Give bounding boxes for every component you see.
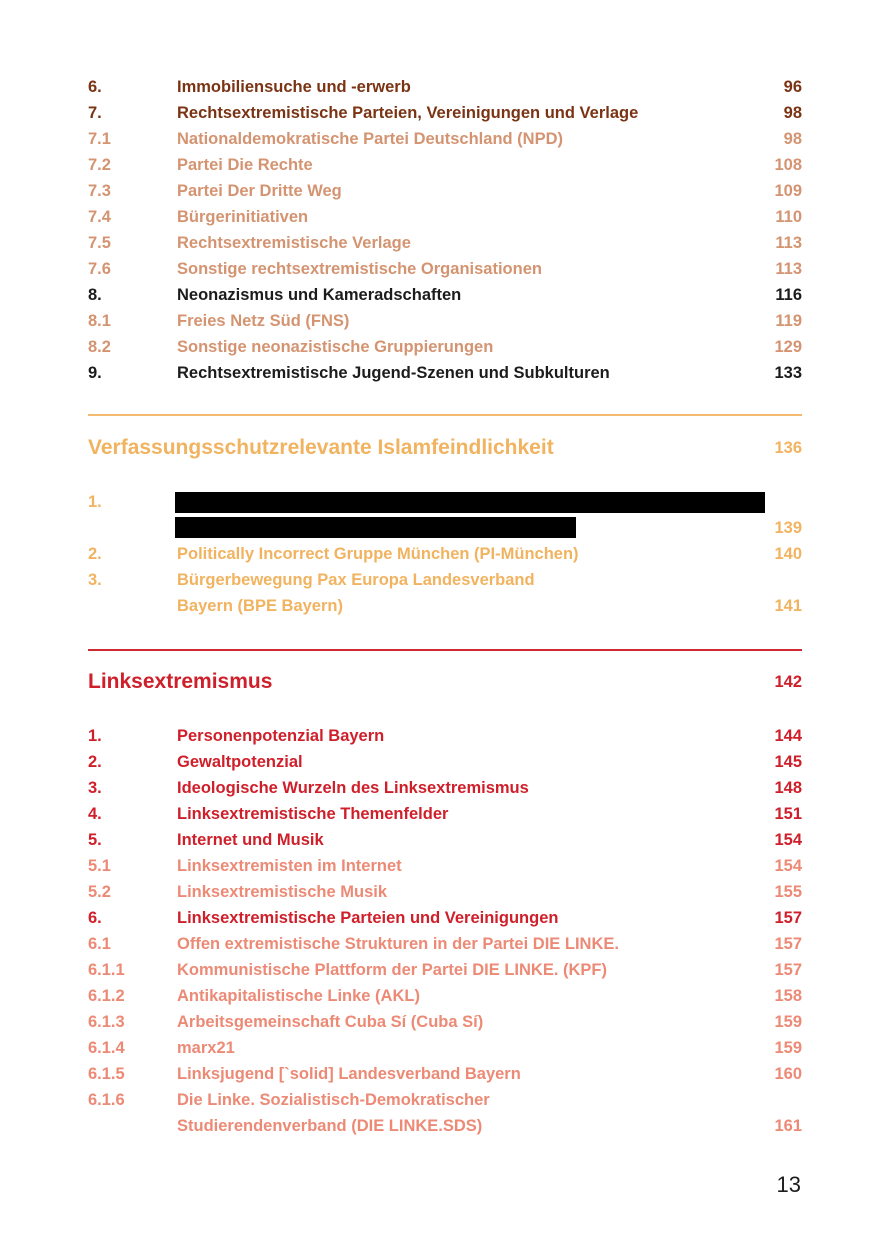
toc-number: 6.: [88, 909, 102, 927]
toc-page: 140: [774, 545, 802, 563]
toc-number: 8.: [88, 286, 102, 304]
toc-number: 6.1.6: [88, 1091, 125, 1109]
toc-number: 1.: [88, 727, 102, 745]
toc-page: 113: [775, 234, 802, 252]
toc-title: Politically Incorrect Gruppe München (PI-München): [177, 545, 579, 563]
toc-number: 7.5: [88, 234, 111, 252]
toc-title: Sonstige rechtsextremistische Organisationen: [177, 260, 542, 278]
toc-page: 158: [774, 987, 802, 1005]
toc-number: 9.: [88, 364, 102, 382]
toc-title: Bürgerinitiativen: [177, 208, 309, 226]
toc-number: 6.: [88, 78, 102, 96]
toc-number: 6.1.5: [88, 1065, 125, 1083]
toc-page: 110: [775, 208, 802, 226]
toc-page: 98: [783, 104, 802, 122]
toc-page: 141: [774, 597, 802, 615]
toc-page: 119: [775, 312, 802, 330]
toc-page: 109: [774, 182, 802, 200]
toc-page: 144: [774, 727, 802, 745]
toc-number: 4.: [88, 805, 102, 823]
toc-number: 2.: [88, 545, 102, 563]
redaction-bar: [175, 517, 576, 538]
toc-number: 8.2: [88, 338, 111, 356]
toc-page: 116: [775, 286, 802, 304]
section-page: 142: [774, 673, 802, 691]
section-title: Verfassungsschutzrelevante Islamfeindlichkeit: [88, 436, 554, 459]
toc-number: 6.1.3: [88, 1013, 125, 1031]
toc-page: 155: [774, 883, 802, 901]
page-number: 13: [776, 1172, 801, 1197]
toc-page: 129: [774, 338, 802, 356]
toc-number: 7.6: [88, 260, 111, 278]
toc-number: 5.2: [88, 883, 111, 901]
toc-page: 108: [774, 156, 802, 174]
toc-number: 7.2: [88, 156, 111, 174]
toc-title: Linksextremisten im Internet: [177, 857, 402, 875]
toc-page: 157: [774, 935, 802, 953]
toc-title: Sonstige neonazistische Gruppierungen: [177, 338, 494, 356]
toc-number: 7.3: [88, 182, 111, 200]
section-title: Linksextremismus: [88, 670, 273, 693]
toc-title-continued: Bayern (BPE Bayern): [177, 597, 343, 615]
toc-number: 3.: [88, 779, 102, 797]
toc-number: 8.1: [88, 312, 111, 330]
section-divider: [88, 414, 802, 416]
toc-number: 1.: [88, 493, 102, 511]
toc-page: 159: [774, 1013, 802, 1031]
toc-title: Rechtsextremistische Jugend-Szenen und Subkulturen: [177, 364, 610, 382]
toc-title: Partei Die Rechte: [177, 156, 313, 174]
toc-title: Linksextremistische Parteien und Vereinigungen: [177, 909, 559, 927]
toc-title: Kommunistische Plattform der Partei DIE LINKE. (KPF): [177, 961, 607, 979]
toc-number: 5.: [88, 831, 102, 849]
toc-number: 7.: [88, 104, 102, 122]
toc-page: 133: [774, 364, 802, 382]
redaction-bar: [175, 492, 765, 513]
toc-title: Linksjugend [`solid] Landesverband Bayern: [177, 1065, 521, 1083]
toc-title: Rechtsextremistische Parteien, Vereinigungen und Verlage: [177, 104, 639, 122]
toc-page: 151: [774, 805, 802, 823]
toc-title: Freies Netz Süd (FNS): [177, 312, 350, 330]
toc-title: Bürgerbewegung Pax Europa Landesverband: [177, 571, 535, 589]
toc-title: Immobiliensuche und -erwerb: [177, 78, 411, 96]
toc-number: 2.: [88, 753, 102, 771]
toc-page: 145: [774, 753, 802, 771]
toc-page: 139: [774, 519, 802, 537]
toc-page: 98: [783, 130, 802, 148]
toc-page: 157: [774, 961, 802, 979]
toc-title: Nationaldemokratische Partei Deutschland (NPD): [177, 130, 564, 148]
toc-number: 6.1.4: [88, 1039, 125, 1057]
toc-title: Ideologische Wurzeln des Linksextremismus: [177, 779, 529, 797]
toc-title: Gewaltpotenzial: [177, 753, 303, 771]
toc-page: 159: [774, 1039, 802, 1057]
section-page: 136: [774, 439, 802, 457]
toc-page: 113: [775, 260, 802, 278]
toc-page: 157: [774, 909, 802, 927]
toc-page: 160: [774, 1065, 802, 1083]
toc-number: 5.1: [88, 857, 111, 875]
toc-number: 6.1.2: [88, 987, 125, 1005]
toc-title: Neonazismus und Kameradschaften: [177, 286, 462, 304]
toc-title: Arbeitsgemeinschaft Cuba Sí (Cuba Sí): [177, 1013, 484, 1031]
toc-title: Internet und Musik: [177, 831, 324, 849]
toc-title: marx21: [177, 1039, 235, 1057]
toc-page: 154: [774, 831, 802, 849]
toc-page: 161: [774, 1117, 802, 1135]
toc-page: 148: [774, 779, 802, 797]
toc-number: 7.1: [88, 130, 111, 148]
toc-title: Rechtsextremistische Verlage: [177, 234, 411, 252]
toc-title: Personenpotenzial Bayern: [177, 727, 385, 745]
toc-title: Linksextremistische Musik: [177, 883, 388, 901]
toc-title: Partei Der Dritte Weg: [177, 182, 342, 200]
toc-page: 154: [774, 857, 802, 875]
toc-title: Linksextremistische Themenfelder: [177, 805, 449, 823]
toc-number: 3.: [88, 571, 102, 589]
toc-page: 96: [783, 78, 802, 96]
section-divider: [88, 649, 802, 651]
toc-number: 6.1.1: [88, 961, 125, 979]
toc-title: Die Linke. Sozialistisch-Demokratischer: [177, 1091, 490, 1109]
toc-number: 7.4: [88, 208, 111, 226]
toc-title: Offen extremistische Strukturen in der Partei DIE LINKE.: [177, 935, 619, 953]
toc-number: 6.1: [88, 935, 111, 953]
toc-title-continued: Studierendenverband (DIE LINKE.SDS): [177, 1117, 483, 1135]
toc-title: Antikapitalistische Linke (AKL): [177, 987, 420, 1005]
